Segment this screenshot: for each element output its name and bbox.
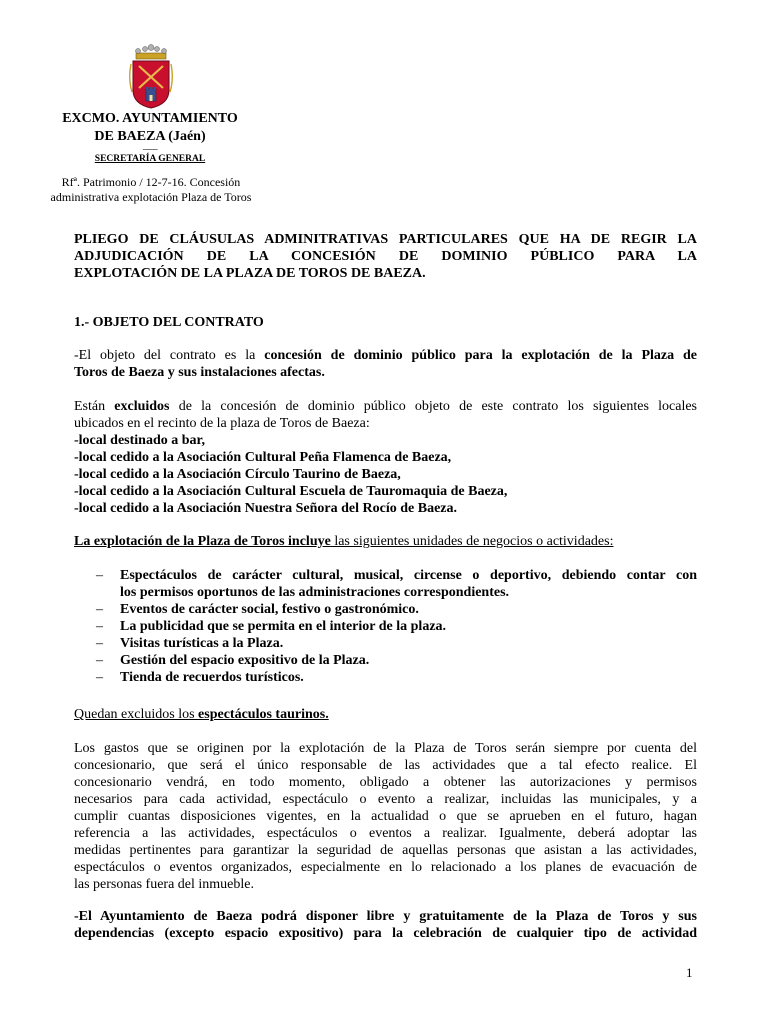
- list-item-text: Tienda de recuerdos turísticos.: [120, 670, 304, 685]
- bullet-dash: –: [96, 670, 103, 685]
- institution-location: DE BAEZA (Jaén): [94, 129, 206, 144]
- reference-note: [35, 175, 267, 205]
- header-separator: --------: [142, 145, 158, 153]
- paragraph-line: medidas pertinentes para garantizar la seguridad de aquellas personas que asistan a las actividades,: [74, 843, 697, 858]
- page-number: 1: [686, 965, 693, 980]
- list-item-text: Gestión del espacio expositivo de la Plaza.: [120, 653, 370, 668]
- text-run: de la concesión de dominio público objeto de este contrato los siguientes locales: [169, 399, 697, 414]
- paragraph-object: [74, 347, 697, 381]
- bullet-dash: –: [96, 568, 103, 583]
- list-item: -local destinado a bar,: [74, 433, 205, 448]
- list-item-text: Visitas turísticas a la Plaza.: [120, 636, 284, 651]
- paragraph-line: Toros de Baeza y sus instalaciones afectas.: [74, 365, 325, 380]
- title-line: ADJUDICACIÓN DE LA CONCESIÓN DE DOMINIO PÚBLICO PARA LA: [74, 249, 697, 264]
- excluded-list: [74, 432, 697, 517]
- text-run-bold: La explotación de la Plaza de Toros incluye: [74, 534, 331, 549]
- bullet-dash: –: [96, 619, 103, 634]
- paragraph-excluded: [74, 398, 697, 432]
- list-item: -local cedido a la Asociación Cultural Peña Flamenca de Baeza,: [74, 450, 452, 465]
- paragraph-line: [74, 706, 697, 723]
- paragraph-line: Los gastos que se originen por la explotación de la Plaza de Toros serán siempre por cuenta del: [74, 741, 697, 756]
- document-title: [74, 231, 697, 282]
- section-heading: [74, 314, 697, 331]
- list-item: [96, 618, 697, 635]
- text-run: Están: [74, 399, 115, 414]
- list-item: -local cedido a la Asociación Nuestra Señora del Rocío de Baeza.: [74, 501, 458, 516]
- excluded-shows-note: [74, 706, 697, 723]
- bullet-dash: –: [96, 636, 103, 651]
- paragraph-line: -El Ayuntamiento de Baeza podrá disponer libre y gratuitamente de la Plaza de Toros y sus: [74, 909, 697, 924]
- institution-name: EXCMO. AYUNTAMIENTO: [62, 111, 238, 126]
- list-item: [96, 567, 697, 601]
- text-run-bold: excluidos: [114, 399, 170, 414]
- list-item: -local cedido a la Asociación Cultural Escuela de Tauromaquia de Baeza,: [74, 484, 508, 499]
- paragraph-line: dependencias (excepto espacio expositivo) para la celebración de cualquier tipo de actividad: [74, 926, 697, 941]
- institution-header: [40, 110, 260, 166]
- activities-list: [96, 567, 697, 686]
- list-item-text: Espectáculos de carácter cultural, musical, circense o deportivo, debiendo contar con: [120, 568, 697, 583]
- text-run-bold: espectáculos taurinos.: [198, 707, 329, 722]
- paragraph-line: las personas fuera del inmueble.: [74, 877, 254, 892]
- paragraph-line: [74, 533, 697, 550]
- paragraph-line: [74, 398, 697, 415]
- paragraph-line: necesarios para cada actividad, espectáculo o evento a realizar, incluidas las municipales, y a: [74, 792, 697, 807]
- paragraph-ayuntamiento: [74, 908, 697, 942]
- bullet-dash: –: [96, 653, 103, 668]
- includes-intro: [74, 533, 697, 550]
- paragraph-line: [74, 347, 697, 364]
- title-line: EXPLOTACIÓN DE LA PLAZA DE TOROS DE BAEZA.: [74, 266, 426, 281]
- list-item: [96, 652, 697, 669]
- list-item: -local cedido a la Asociación Círculo Taurino de Baeza,: [74, 467, 401, 482]
- paragraph-line: concesionario vendrá, en todo momento, obligado a obtener las autorizaciones y permisos: [74, 775, 697, 790]
- list-item-text: Eventos de carácter social, festivo o gastronómico.: [120, 602, 419, 617]
- reference-line: Rfª. Patrimonio / 12-7-16. Concesión: [61, 175, 241, 189]
- coat-of-arms-logo: [128, 44, 174, 110]
- bullet-dash: –: [96, 602, 103, 617]
- paragraph-line: referencia a las actividades, espectáculos o eventos a realizar. Igualmente, deberá adoptar las: [74, 826, 697, 841]
- text-run: -El objeto del contrato es la: [74, 348, 265, 363]
- list-item: [96, 635, 697, 652]
- list-item-text: La publicidad que se permita en el interior de la plaza.: [120, 619, 447, 634]
- list-item: [96, 669, 697, 686]
- list-item-text: los permisos oportunos de las administraciones correspondientes.: [120, 585, 510, 600]
- text-run-bold: concesión de dominio público para la explotación de la Plaza de: [264, 348, 698, 363]
- paragraph-line: cumplir cuantas disposiciones vigentes, en la actualidad o que se aprueben en el futuro, hagan: [74, 809, 697, 824]
- department-name: SECRETARÍA GENERAL: [94, 154, 206, 164]
- paragraph-line: espectáculos o eventos organizados, especialmente en lo relacionado a los planes de evacuación de: [74, 860, 697, 875]
- text-run: las siguientes unidades de negocios o actividades:: [330, 534, 614, 549]
- list-item: [96, 601, 697, 618]
- section-heading-text: 1.- OBJETO DEL CONTRATO: [74, 315, 264, 330]
- paragraph-costs: [74, 740, 697, 893]
- reference-line: administrativa explotación Plaza de Toros: [50, 190, 252, 204]
- text-run: Quedan excluidos los: [74, 707, 199, 722]
- paragraph-line: concesionario, que será el único responsable de las actividades que a tal efecto realice. El: [74, 758, 697, 773]
- paragraph-line: ubicados en el recinto de la plaza de Toros de Baeza:: [74, 416, 370, 431]
- title-line: PLIEGO DE CLÁUSULAS ADMINITRATIVAS PARTICULARES QUE HA DE REGIR LA: [74, 232, 697, 247]
